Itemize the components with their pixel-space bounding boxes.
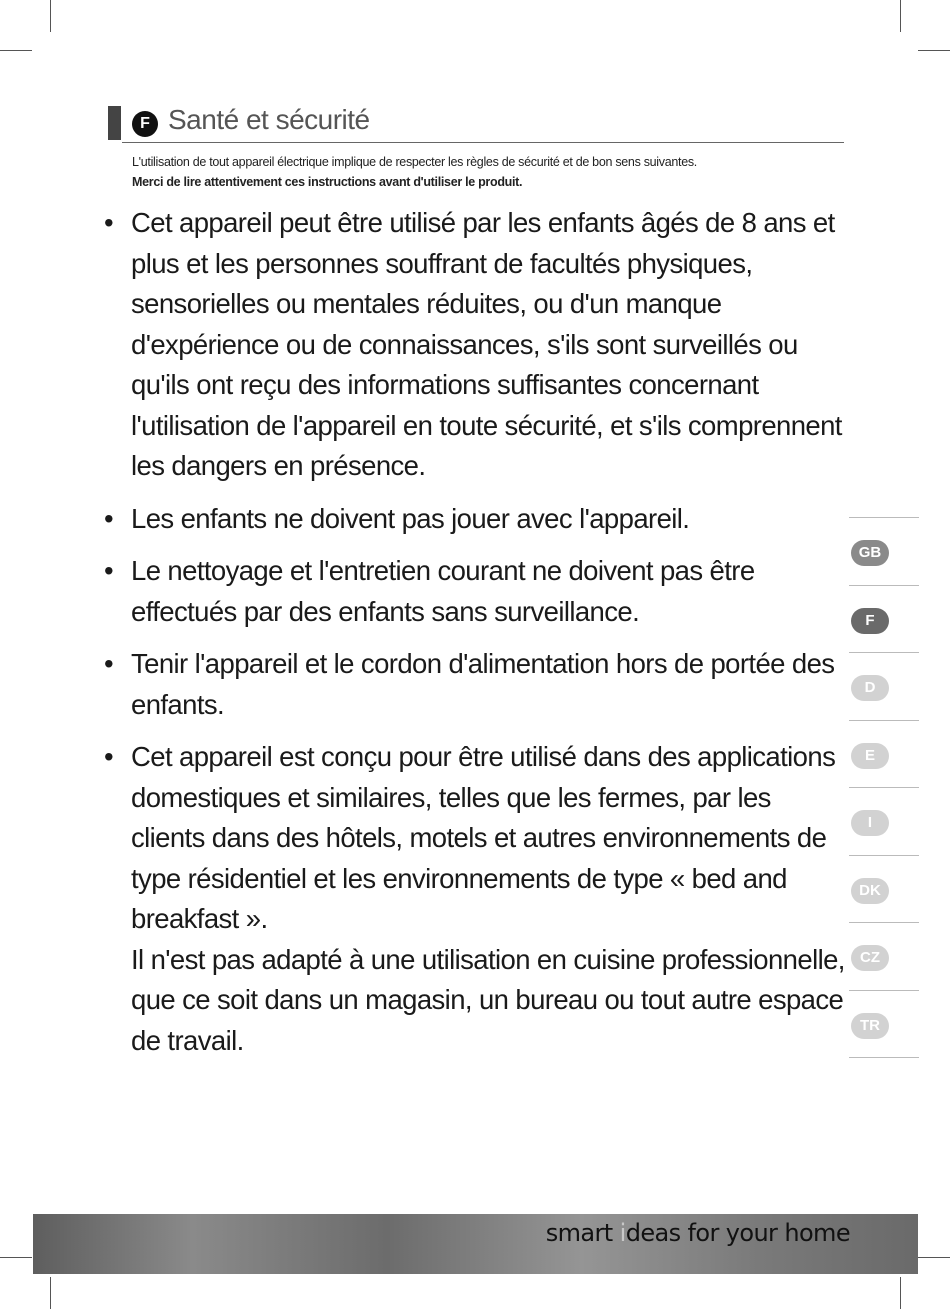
list-item — [104, 499, 849, 540]
crop-mark — [0, 50, 32, 51]
language-tab-gb[interactable] — [849, 517, 919, 585]
intro-line-bold: Merci de lire attentivement ces instructions avant d'utiliser le produit. — [132, 175, 523, 189]
safety-list — [104, 203, 849, 1073]
language-pill: I — [851, 810, 889, 836]
list-item-text: Cet appareil peut être utilisé par les enfants âgés de 8 ans et plus et les personnes souffrant de facultés physiques, sensorielles ou mentales réduites, ou d'un manque d'expérience ou de connaissances, s'ils sont surveillés ou qu'ils ont reçu des informations suffisantes concernant l'utilisation de l'appareil en toute sécurité, et s'ils comprennent les dangers en présence. — [131, 207, 842, 481]
language-pill: E — [851, 743, 889, 769]
crop-mark — [900, 0, 901, 32]
bullet-icon: • — [104, 741, 114, 772]
language-pill: GB — [851, 540, 889, 566]
intro-line: L'utilisation de tout appareil électrique implique de respecter les règles de sécurité et de bon sens suivantes. — [132, 155, 697, 169]
crop-mark — [918, 1257, 950, 1258]
tagline-text: smart — [545, 1219, 620, 1247]
language-tabs — [849, 517, 919, 1058]
language-pill: CZ — [851, 945, 889, 971]
language-tab-cz[interactable] — [849, 922, 919, 990]
bullet-icon: • — [104, 648, 114, 679]
footer-band — [33, 1214, 918, 1274]
list-item-text: Cet appareil est conçu pour être utilisé dans des applications domestiques et similaires, telles que les fermes, par les clients dans des hôtels, motels et autres environnements de type résidentiel et les environnements de type « bed and breakfast ». — [131, 741, 836, 934]
crop-mark — [0, 1257, 32, 1258]
list-item-text: Les enfants ne doivent pas jouer avec l'appareil. — [131, 502, 690, 534]
language-tab-e[interactable] — [849, 720, 919, 788]
crop-mark — [918, 50, 950, 51]
list-item — [104, 551, 849, 632]
page-title: Santé et sécurité — [168, 104, 370, 135]
bullet-icon: • — [104, 555, 114, 586]
list-item-text-continued: Il n'est pas adapté à une utilisation en cuisine professionnelle, que ce soit dans un magasin, un bureau ou tout autre espace de travail. — [131, 943, 845, 1056]
language-pill: D — [851, 675, 889, 701]
crop-mark — [900, 1277, 901, 1309]
section-header — [108, 104, 844, 144]
list-item — [104, 737, 849, 1061]
language-badge: F — [132, 111, 158, 137]
list-item — [104, 644, 849, 725]
language-tab-tr[interactable] — [849, 990, 919, 1059]
tagline-accent: i — [619, 1219, 626, 1247]
crop-mark — [50, 0, 51, 32]
crop-mark — [50, 1277, 51, 1309]
list-item-text: Le nettoyage et l'entretien courant ne doivent pas être effectués par des enfants sans surveillance. — [131, 555, 755, 627]
bullet-icon: • — [104, 207, 114, 238]
language-tab-d[interactable] — [849, 652, 919, 720]
language-pill: DK — [851, 878, 889, 904]
list-item-text: Tenir l'appareil et le cordon d'alimentation hors de portée des enfants. — [131, 648, 835, 720]
language-tab-f[interactable] — [849, 585, 919, 653]
intro-text — [132, 152, 832, 192]
language-tab-dk[interactable] — [849, 855, 919, 923]
brand-tagline — [546, 1219, 850, 1247]
bullet-icon: • — [104, 502, 114, 534]
language-pill: TR — [851, 1013, 889, 1039]
header-accent-bar — [108, 106, 121, 140]
language-pill: F — [851, 608, 889, 634]
tagline-text: deas for your home — [625, 1219, 850, 1247]
list-item — [104, 203, 849, 487]
language-tab-i[interactable] — [849, 787, 919, 855]
header-divider — [122, 142, 844, 143]
